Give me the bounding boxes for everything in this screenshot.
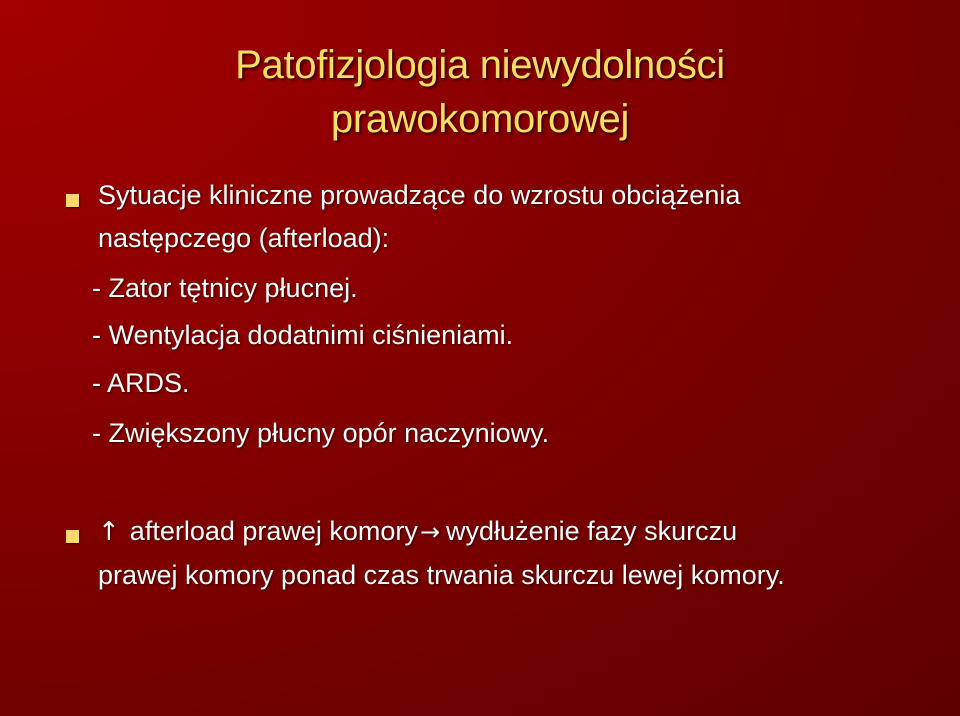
- arrow-right-icon: →: [419, 518, 441, 546]
- bullet-2-part-2: wydłużenie fazy skurczu: [446, 516, 738, 546]
- square-bullet-icon: [66, 194, 79, 207]
- sub-item-ards: - ARDS.: [92, 368, 190, 398]
- sub-item-resistance: - Zwiększony płucny opór naczyniowy.: [92, 418, 550, 448]
- sub-item-ventilation: - Wentylacja dodatnimi ciśnieniami.: [92, 320, 514, 350]
- title-line-2: prawokomorowej: [330, 97, 630, 141]
- bullet-2-line-2: prawej komory ponad czas trwania skurczu lewej komory.: [98, 560, 785, 590]
- arrow-up-icon: ↑: [98, 517, 120, 547]
- sub-item-embolism: - Zator tętnicy płucnej.: [92, 273, 358, 303]
- title-line-1: Patofizjologia niewydolności: [235, 43, 725, 87]
- square-bullet-icon: [66, 530, 79, 543]
- bullet-2-line-1: [98, 511, 737, 552]
- slide-title: [120, 38, 840, 146]
- bullet-2-part-1: afterload prawej komory: [129, 516, 418, 546]
- bullet-1-line-2: następczego (afterload):: [98, 223, 390, 253]
- bullet-1-line-1: Sytuacje kliniczne prowadzące do wzrostu obciążenia: [98, 180, 741, 210]
